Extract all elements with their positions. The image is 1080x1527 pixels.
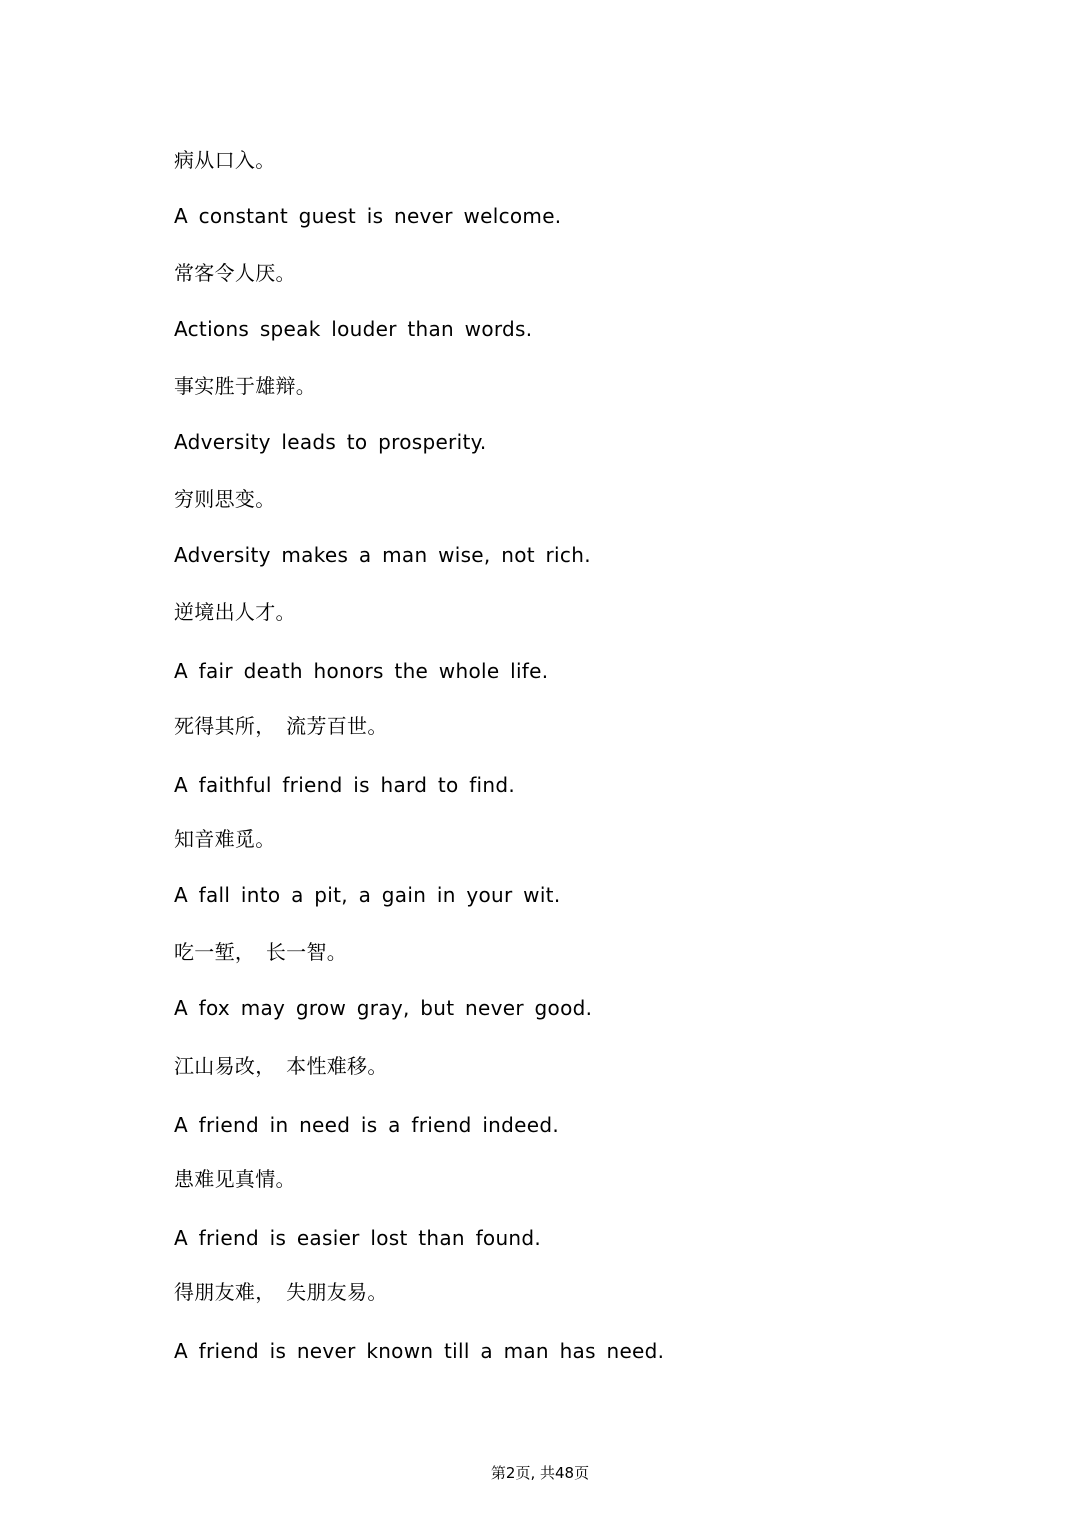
text-line: A fair death honors the whole life. xyxy=(174,659,549,683)
text-line: A friend is never known till a man has need. xyxy=(174,1339,665,1363)
text-line: Adversity makes a man wise, not rich. xyxy=(174,543,591,567)
text-line: 江山易改， 本性难移。 xyxy=(174,1054,388,1078)
text-line: A constant guest is never welcome. xyxy=(174,204,562,228)
text-line: 得朋友难， 失朋友易。 xyxy=(174,1280,388,1304)
text-line: A fox may grow gray, but never good. xyxy=(174,996,593,1020)
text-line: 事实胜于雄辩。 xyxy=(174,374,317,398)
text-line: A friend in need is a friend indeed. xyxy=(174,1113,560,1137)
text-line: Actions speak louder than words. xyxy=(174,317,533,341)
text-line: 逆境出人才。 xyxy=(174,600,296,624)
text-line: 死得其所， 流芳百世。 xyxy=(174,714,388,738)
text-line: Adversity leads to prosperity. xyxy=(174,430,487,454)
text-line: 病从口入。 xyxy=(174,148,276,172)
text-line: A fall into a pit, a gain in your wit. xyxy=(174,883,561,907)
text-line: 常客令人厌。 xyxy=(174,261,296,285)
text-line: 吃一堑， 长一智。 xyxy=(174,940,348,964)
text-line: 患难见真情。 xyxy=(174,1167,296,1191)
text-line: A friend is easier lost than found. xyxy=(174,1226,542,1250)
text-line: 穷则思变。 xyxy=(174,487,276,511)
page-number-footer: 第2页, 共48页 xyxy=(490,1464,590,1482)
text-line: A faithful friend is hard to find. xyxy=(174,773,516,797)
text-line: 知音难觅。 xyxy=(174,827,276,851)
